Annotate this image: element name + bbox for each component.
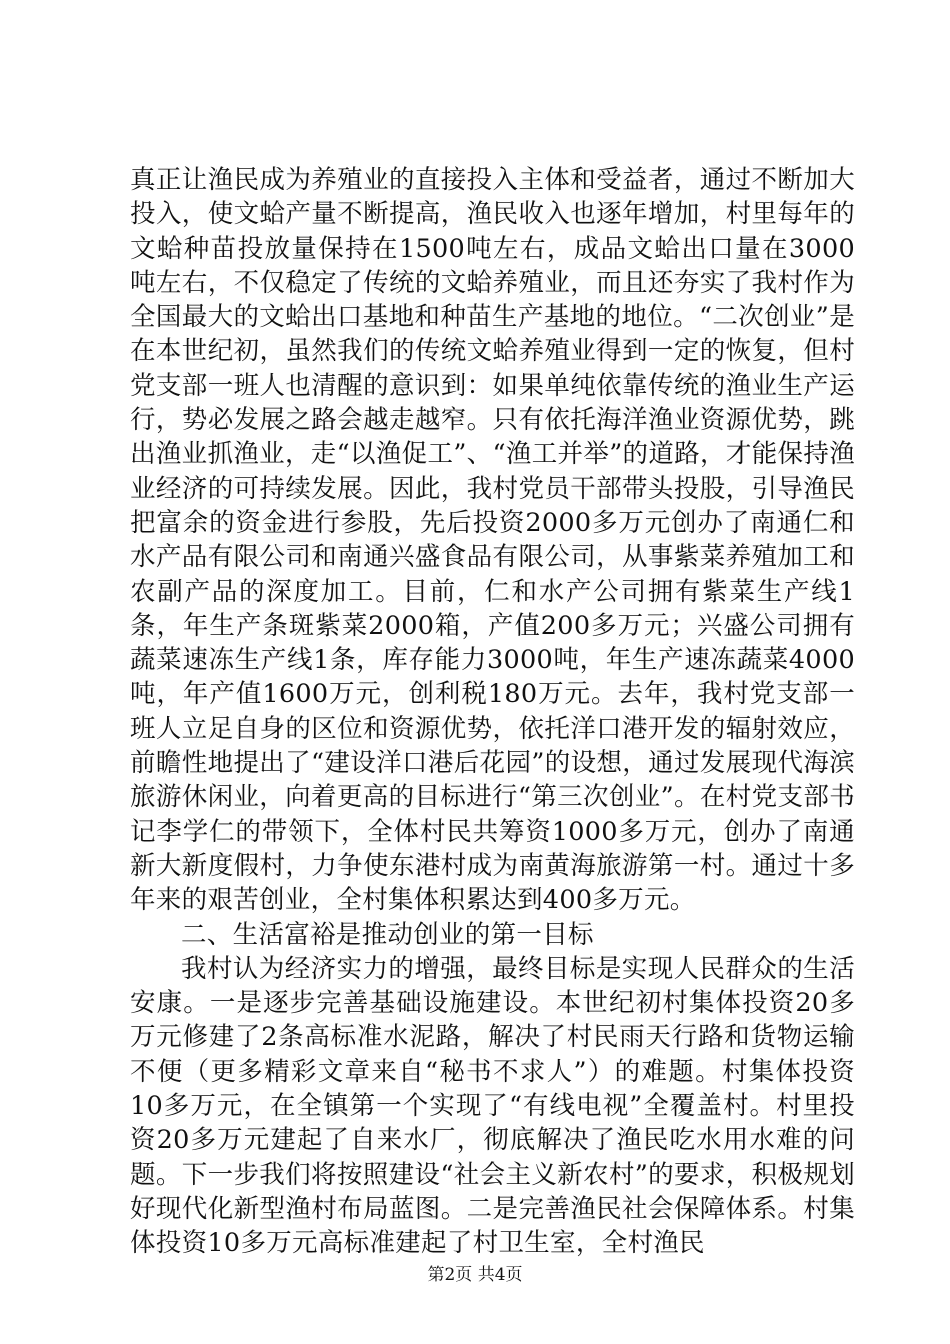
page-footer: 第2页 共4页 <box>427 1265 523 1285</box>
paragraph-first-continued: 真正让渔民成为养殖业的直接投入主体和受益者，通过不断加大投入，使文蛤产量不断提高，渔民收入也逐年增加，村里每年的文蛤种苗投放量保持在1500吨左右，成品文蛤出口量在3000吨左右，不仅稳定了传统的文蛤养殖业，而且还夯实了我村作为全国最大的文蛤出口基地和种苗生产基地的地位。“二次创业”是在本世纪初，虽然我们的传统文蛤养殖业得到一定的恢复，但村党支部一班人也清醒的意识到：如果单纯依靠传统的渔业生产运行，势必发展之路会越走越窄。只有依托海洋渔业资源优势，跳出渔业抓渔业，走“以渔促工”、“渔工并举”的道路，才能保持渔业经济的可持续发展。因此，我村党员干部带头投股，引导渔民把富余的资金进行参股，先后投资2000多万元创办了南通仁和水产品有限公司和南通兴盛食品有限公司，从事紫菜养殖加工和农副产品的深度加工。目前，仁和水产公司拥有紫菜生产线1条，年生产条斑紫菜2000箱，产值200多万元；兴盛公司拥有蔬菜速冻生产线1条，库存能力3000吨，年生产速冻蔬菜4000吨，年产值1600万元，创利税180万元。去年，我村党支部一班人立足自身的区位和资源优势，依托洋口港开发的辐射效应，前瞻性地提出了“建设洋口港后花园”的设想，通过发展现代海滨旅游休闲业，向着更高的目标进行“第三次创业”。在村党支部书记李学仁的带领下，全体村民共筹资1000多万元，创办了南通新大新度假村，力争使东港村成为南黄海旅游第一村。通过十多年来的艰苦创业，全村集体积累达到400多万元。 <box>130 165 855 916</box>
body-text <box>130 163 855 1261</box>
paragraph-living-standards: 我村认为经济实力的增强，最终目标是实现人民群众的生活安康。一是逐步完善基础设施建设。本世纪初村集体投资20多万元修建了2条高标准水泥路，解决了村民雨天行路和货物运输不便（更多精彩文章来自“秘书不求人”）的难题。村集体投资10多万元，在全镇第一个实现了“有线电视”全覆盖村。村里投资20多万元建起了自来水厂，彻底解决了渔民吃水用水难的问题。下一步我们将按照建设“社会主义新农村”的要求，积极规划好现代化新型渔村布局蓝图。二是完善渔民社会保障体系。村集体投资10多万元高标准建起了村卫生室，全村渔民 <box>130 953 855 1259</box>
section-heading: 二、生活富裕是推动创业的第一目标 <box>181 919 594 950</box>
